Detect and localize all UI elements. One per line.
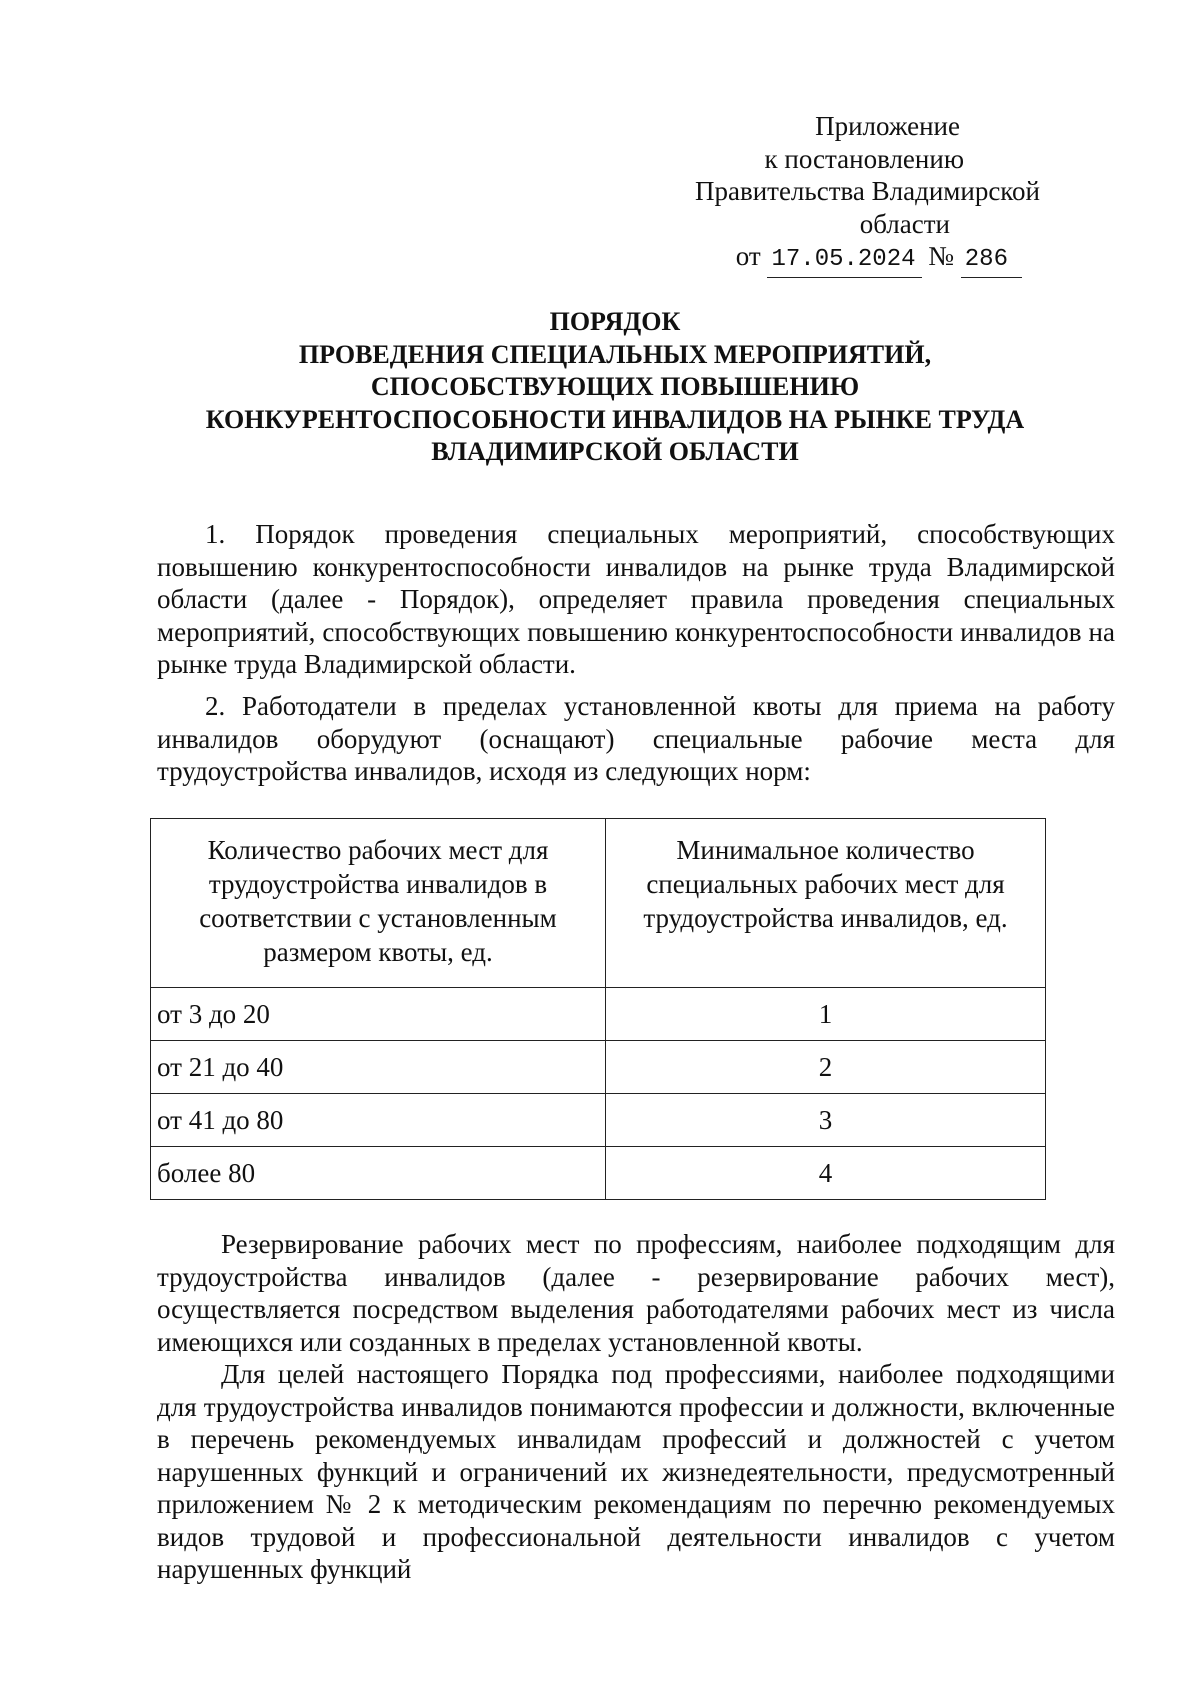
table-cell-range: от 41 до 80 <box>151 1094 606 1147</box>
table-cell-value: 2 <box>606 1041 1046 1094</box>
table-header-min-special: Минимальное количество специальных рабочих мест для трудоустройства инвалидов, ед. <box>606 819 1046 988</box>
appendix-line-3: Правительства Владимирской <box>694 176 1040 206</box>
appendix-line-2: к постановлению <box>764 143 964 174</box>
paragraph-2 <box>157 690 1115 788</box>
table-cell-range: более 80 <box>151 1147 606 1200</box>
title-line-5: ВЛАДИМИРСКОЙ ОБЛАСТИ <box>431 437 799 466</box>
title-line-2: ПРОВЕДЕНИЯ СПЕЦИАЛЬНЫХ МЕРОПРИЯТИЙ, <box>298 339 932 369</box>
table-row <box>151 1041 1046 1094</box>
table-header-row <box>151 819 1046 988</box>
table-header-quota: Количество рабочих мест для трудоустройства инвалидов в соответствии с установленным размером квоты, ед. <box>151 819 606 988</box>
paragraph-2-text: 2. Работодатели в пределах установленной квоты для приема на работу инвалидов оборудуют (оснащают) специальные рабочие места для трудоустройства инвалидов, исходя из следующих норм: <box>157 691 1115 786</box>
table-cell-value: 1 <box>606 988 1046 1041</box>
table-row <box>151 1094 1046 1147</box>
title-line-1: ПОРЯДОК <box>549 307 681 336</box>
from-label: от <box>735 241 761 271</box>
appendix-line-1: Приложение <box>815 111 960 141</box>
quota-norms-table <box>150 818 1046 1200</box>
appendix-header <box>695 110 1040 278</box>
table-cell-range: от 21 до 40 <box>151 1041 606 1094</box>
paragraph-4-text: Для целей настоящего Порядка под профессиями, наиболее подходящими для трудоустройства инвалидов понимаются профессии и должности, включенные в перечень рекомендуемых инвалидам профессий и должностей с учетом нарушенных функций и ограничений их жизнедеятельности, предусмотренный приложением № 2 к методическим рекомендациям по перечню рекомендуемых видов трудовой и профессиональной деятельности инвалидов с учетом нарушенных функций <box>157 1359 1115 1584</box>
paragraph-1-text: 1. Порядок проведения специальных мероприятий, способствующих повышению конкурентоспособности инвалидов на рынке труда Владимирской области (далее - Порядок), определяет правила проведения специальных мероприятий, способствующих повышению конкурентоспособности инвалидов на рынке труда Владимирской области. <box>157 519 1115 679</box>
number-label: № <box>928 241 955 271</box>
paragraph-4 <box>157 1358 1115 1586</box>
title-line-4: КОНКУРЕНТОСПОСОБНОСТИ ИНВАЛИДОВ НА РЫНКЕ ТРУДА <box>205 404 1025 434</box>
resolution-date: 17.05.2024 <box>767 244 921 278</box>
table-row <box>151 1147 1046 1200</box>
table-cell-value: 3 <box>606 1094 1046 1147</box>
title-line-3: СПОСОБСТВУЮЩИХ ПОВЫШЕНИЮ <box>370 372 860 401</box>
paragraph-3 <box>157 1228 1115 1358</box>
appendix-line-4: области <box>859 208 950 239</box>
resolution-number: 286 <box>961 244 1022 278</box>
paragraph-1 <box>157 518 1115 681</box>
table-cell-value: 4 <box>606 1147 1046 1200</box>
resolution-reference <box>695 240 1022 278</box>
document-title <box>150 306 1080 469</box>
table-row <box>151 988 1046 1041</box>
table-cell-range: от 3 до 20 <box>151 988 606 1041</box>
paragraph-3-text: Резервирование рабочих мест по профессиям, наиболее подходящим для трудоустройства инвалидов (далее - резервирование рабочих мест), осуществляется посредством выделения работодателями рабочих мест из числа имеющихся или созданных в пределах установленной квоты. <box>157 1229 1115 1357</box>
